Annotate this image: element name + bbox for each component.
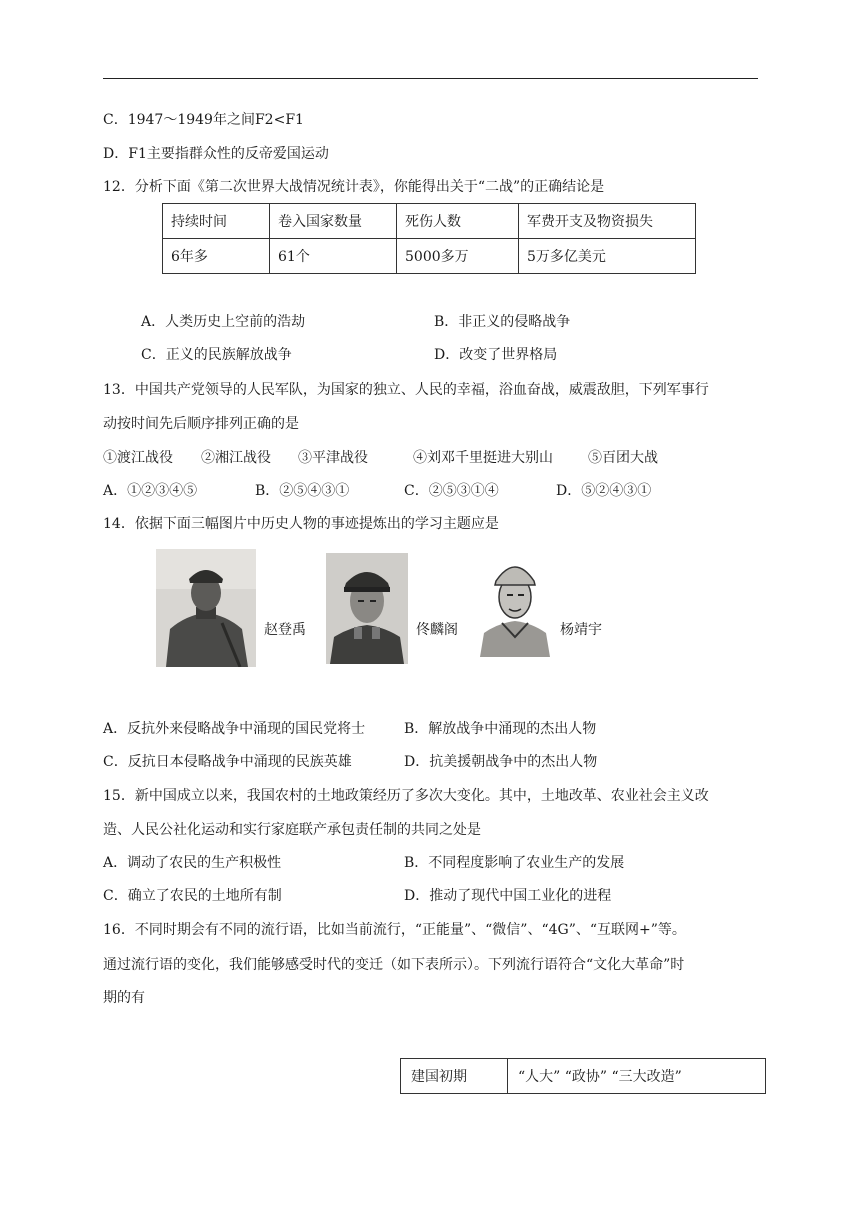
option-13d: D．⑤②④③① [556, 483, 652, 499]
question-13-line1: 13．中国共产党领导的人民军队，为国家的独立、人民的幸福，浴血奋战，威震敌胆，下列军事行 [103, 382, 709, 398]
q13-item-4: ④刘邓千里挺进大别山 [413, 450, 553, 466]
option-14b: B．解放战争中涌现的杰出人物 [404, 721, 597, 737]
table-cell: 61个 [270, 239, 397, 274]
question-16-line1: 16．不同时期会有不同的流行语，比如当前流行，“正能量”、“微信”、“4G”、“互联网+”等。 [103, 922, 686, 938]
question-16-line2: 通过流行语的变化，我们能够感受时代的变迁（如下表所示）。下列流行语符合“文化大革命”时 [103, 957, 685, 973]
header-rule [103, 78, 758, 79]
portrait-photo-2 [326, 553, 408, 664]
era-phrases-cell: “人大” “政协” “三大改造” [508, 1059, 766, 1094]
question-15-line1: 15．新中国成立以来，我国农村的土地政策经历了多次大变化。其中，土地改革、农业社会主义改 [103, 788, 709, 804]
portrait-photo-3 [478, 547, 552, 657]
question-15-line2: 造、人民公社化运动和实行家庭联产承包责任制的共同之处是 [103, 822, 481, 838]
era-period-cell: 建国初期 [401, 1059, 508, 1094]
option-15b: B．不同程度影响了农业生产的发展 [404, 855, 625, 871]
question-13-line2: 动按时间先后顺序排列正确的是 [103, 416, 299, 432]
table-cell: 6年多 [163, 239, 270, 274]
table-header-cell: 持续时间 [163, 204, 270, 239]
table-cell: 5万多亿美元 [519, 239, 696, 274]
table-header-cell: 军费开支及物资损失 [519, 204, 696, 239]
option-15a: A．调动了农民的生产积极性 [103, 855, 282, 871]
option-13a: A．①②③④⑤ [103, 483, 198, 499]
option-12c: C．正义的民族解放战争 [141, 347, 292, 363]
q13-item-2: ②湘江战役 [201, 450, 271, 466]
portrait-caption-2: 佟麟阁 [416, 622, 458, 638]
q12-stat-table [162, 203, 696, 274]
q16-era-table [400, 1058, 766, 1094]
option-14d: D．抗美援朝战争中的杰出人物 [404, 754, 598, 770]
table-header-cell: 卷入国家数量 [270, 204, 397, 239]
q13-item-5: ⑤百团大战 [588, 450, 658, 466]
option-11c: C．1947～1949年之间F2<F1 [103, 112, 304, 128]
portrait-caption-3: 杨靖宇 [560, 622, 602, 638]
table-cell: 5000多万 [397, 239, 519, 274]
option-14c: C．反抗日本侵略战争中涌现的民族英雄 [103, 754, 352, 770]
portrait-photo-1 [156, 549, 256, 667]
option-13b: B．②⑤④③① [255, 483, 350, 499]
portrait-caption-1: 赵登禹 [264, 622, 306, 638]
option-15d: D．推动了现代中国工业化的进程 [404, 888, 612, 904]
option-12d: D．改变了世界格局 [434, 347, 558, 363]
option-13c: C．②⑤③①④ [404, 483, 499, 499]
table-header-cell: 死伤人数 [397, 204, 519, 239]
option-15c: C．确立了农民的土地所有制 [103, 888, 282, 904]
question-14: 14．依据下面三幅图片中历史人物的事迹提炼出的学习主题应是 [103, 516, 499, 532]
option-14a: A．反抗外来侵略战争中涌现的国民党将士 [103, 721, 366, 737]
option-12a: A．人类历史上空前的浩劫 [141, 314, 306, 330]
option-12b: B．非正义的侵略战争 [434, 314, 571, 330]
q13-item-3: ③平津战役 [298, 450, 368, 466]
q13-item-1: ①渡江战役 [103, 450, 173, 466]
option-11d: D．F1主要指群众性的反帝爱国运动 [103, 146, 329, 162]
question-12: 12．分析下面《第二次世界大战情况统计表》，你能得出关于“二战”的正确结论是 [103, 179, 605, 195]
table-row [163, 239, 696, 274]
table-row [401, 1059, 766, 1094]
question-16-line3: 期的有 [103, 990, 145, 1006]
table-row [163, 204, 696, 239]
